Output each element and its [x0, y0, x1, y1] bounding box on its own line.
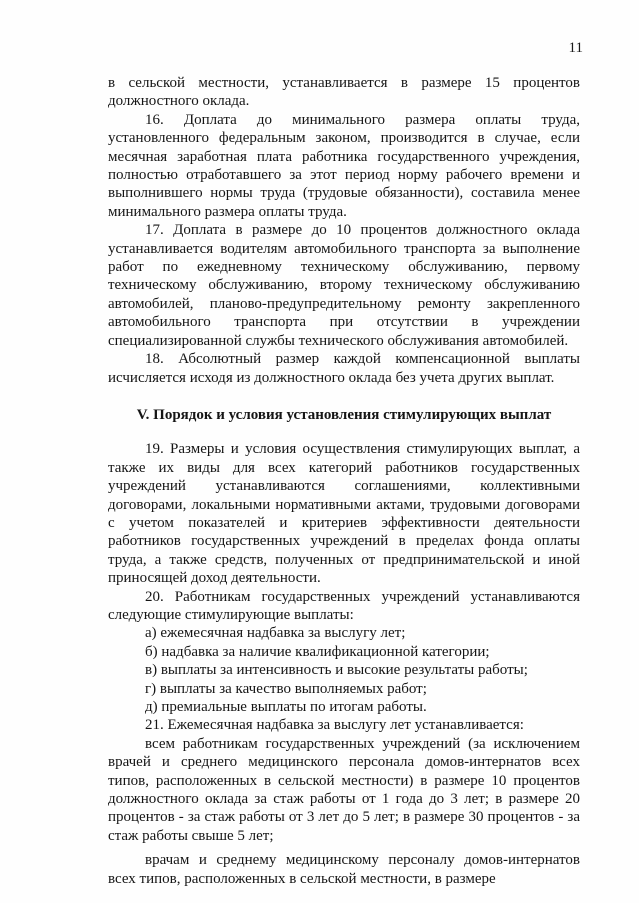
list-item-e: д) премиальные выплаты по итогам работы. [145, 699, 427, 715]
list-item-d: г) выплаты за качество выполняемых работ; [145, 680, 427, 697]
paragraph-19: 19. Размеры и условия осуществления стимулирующих выплат, а также их виды для всех категорий работников государственных учреждений устанавливаются соглашениями, коллективными договорами, локальными нормативными актами, трудовыми договорами с учетом показателей и критериев эффективности деятельности работников государственных учреждений в пределах фонда оплаты труда, а также средств, полученных от предпринимательской и иной приносящей доход деятельности. [108, 441, 580, 587]
paragraph-21-all-workers: всем работникам государственных учреждений (за исключением врачей и среднего медицинского персонала домов-интернатов всех типов, расположенных в сельской местности) в размере 10 процентов должностного оклада за стаж работы от 1 года до 3 лет; в размере 20 процентов - за стаж работы от 3 лет до 5 лет; в размере 30 процентов - за стаж работы свыше 5 лет; [108, 735, 580, 844]
page-number: 11 [568, 40, 583, 56]
paragraph-17: 17. Доплата в размере до 10 процентов должностного оклада устанавливается водителям автомобильного транспорта за выполнение работ по ежедневному техническому обслуживанию, первому техническому обслуживанию, второму техническому обслуживанию автомобилей, планово-предупредительному ремонту закрепленного автомобильного транспорта при отсутствии в учреждении специализированной службы технического обслуживания автомобилей. [108, 222, 580, 349]
document-body [108, 74, 580, 888]
paragraph-21-doctors: врачам и среднему медицинскому персоналу домов-интернатов всех типов, расположенных в сельской местности, в размере [108, 852, 580, 887]
list-item-a: а) ежемесячная надбавка за выслугу лет; [145, 625, 406, 642]
list-item-c: в) выплаты за интенсивность и высокие результаты работы; [145, 662, 528, 679]
paragraph-21: 21. Ежемесячная надбавка за выслугу лет устанавливается: [145, 717, 524, 734]
section-heading: V. Порядок и условия установления стимулирующих выплат [136, 406, 552, 423]
paragraph-20: 20. Работникам государственных учреждений устанавливаются следующие стимулирующие выплаты: [108, 588, 580, 623]
paragraph-18: 18. Абсолютный размер каждой компенсационной выплаты исчисляется исходя из должностного оклада без учета других выплат. [108, 351, 580, 386]
paragraph-16: 16. Доплата до минимального размера оплаты труда, установленного федеральным законом, производится в случае, если месячная заработная плата работника государственного учреждения, полностью отработавшего за этот период норму рабочего времени и выполнившего нормы труда (трудовые обязанности), составила менее минимального размера оплаты труда. [108, 111, 580, 220]
list-item-b: б) надбавка за наличие квалификационной категории; [145, 643, 490, 660]
paragraph-15-continuation: в сельской местности, устанавливается в размере 15 процентов должностного оклада. [108, 75, 580, 110]
